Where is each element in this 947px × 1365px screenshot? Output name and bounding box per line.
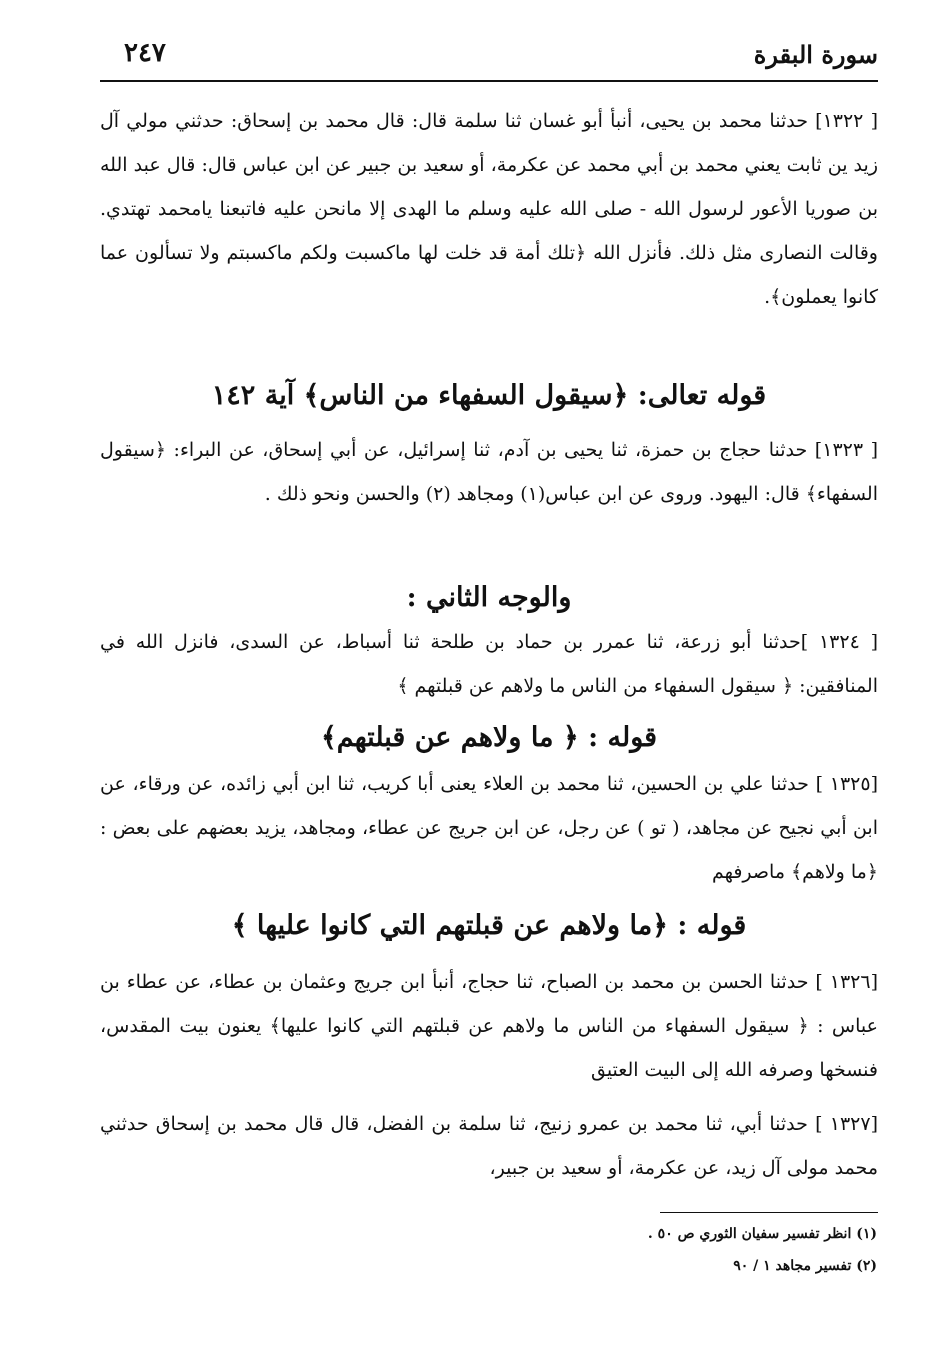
heading-verse-142: قوله تعالى: ﴿سيقول السفهاء من الناس﴾ آية ١٤٢: [211, 380, 767, 411]
hadith-1326: [١٣٢٦ ] حدثنا الحسن بن محمد بن الصباح، ثنا حجاج، أنبأ ابن جريج وعثمان بن عطاء، عن عطاء بن عباس : ﴿ سيقول السفهاء من الناس ما ولاهم عن قبلتهم التي كانوا عليها﴾ يعنون بيت المقدس، فنسخها وصرفه الله إلى البيت العتيق: [100, 971, 878, 1081]
heading-ma-wallahum: قوله : ﴿ ما ولاهم عن قبلتهم﴾: [320, 722, 658, 753]
footnote-rule: [660, 1212, 878, 1213]
page-header: [100, 36, 878, 76]
hadith-1323: [ ١٣٢٣] حدثنا حجاج بن حمزة، ثنا يحيى بن آدم، ثنا إسرائيل، عن أبي إسحاق، عن البراء: ﴿سيقول السفهاء﴾ قال: اليهود. وروى عن ابن عباس(١) ومجاهد (٢) والحسن ونحو ذلك .: [100, 439, 879, 505]
heading-second-view: والوجه الثاني :: [406, 582, 572, 613]
hadith-1327: [١٣٢٧ ] حدثنا أبي، ثنا محمد بن عمرو زنيج، ثنا سلمة بن الفضل، قال قال محمد بن إسحاق حدثني محمد مولى آل زيد، عن عكرمة، أو سعيد بن جبير،: [100, 1113, 878, 1179]
surah-title: سورة البقرة: [753, 40, 878, 69]
page-number: ٢٤٧: [124, 38, 166, 68]
hadith-1322: [ ١٣٢٢] حدثنا محمد بن يحيى، أنبأ أبو غسان ثنا سلمة قال: قال محمد بن إسحاق: حدثني مولي آل زيد ين ثابت يعني محمد بن أبي محمد عن عكرمة، أو سعيد بن جبير عن ابن عباس قال: قال عبد الله بن صوريا الأعور لرسول الله - صلى الله عليه وسلم ما الهدى إلا مانحن عليه فاتبعنا يامحمد تهتدي. وقالت النصارى مثل ذلك. فأنزل الله ﴿تلك أمة قد خلت لها ماكسبت ولكم ماكسبتم ولا تسألون عما كانوا يعملون﴾.: [100, 110, 878, 308]
hadith-1324: [ ١٣٢٤ ]حدثنا أبو زرعة، ثنا عمرر بن حماد بن طلحة ثنا أسباط، عن السدى، فانزل الله في المنافقين: ﴿ سيقول السفهاء من الناس ما ولاهم عن قبلتهم ﴾: [100, 631, 878, 697]
header-rule: [100, 80, 878, 82]
footnote-2: (٢) تفسير مجاهد ١ / ٩٠: [733, 1258, 877, 1274]
footnote-1: (١) انظر تفسير سفيان الثوري ص ٥٠ .: [647, 1226, 877, 1242]
hadith-1325: [١٣٢٥ ] حدثنا علي بن الحسين، ثنا محمد بن العلاء يعنى أبا كريب، ثنا ابن أبي زائده، عن ورقاء، عن ابن أبي نجيح عن مجاهد، ( تو ) عن رجل، عن ابن جريج عن عطاء، ومجاهد، يزيد بعضهم على بعض : ﴿ما ولاهم﴾ ماصرفهم: [100, 773, 878, 883]
heading-qiblatihim: قوله : ﴿ما ولاهم عن قبلتهم التي كانوا عليها ﴾: [231, 910, 747, 941]
